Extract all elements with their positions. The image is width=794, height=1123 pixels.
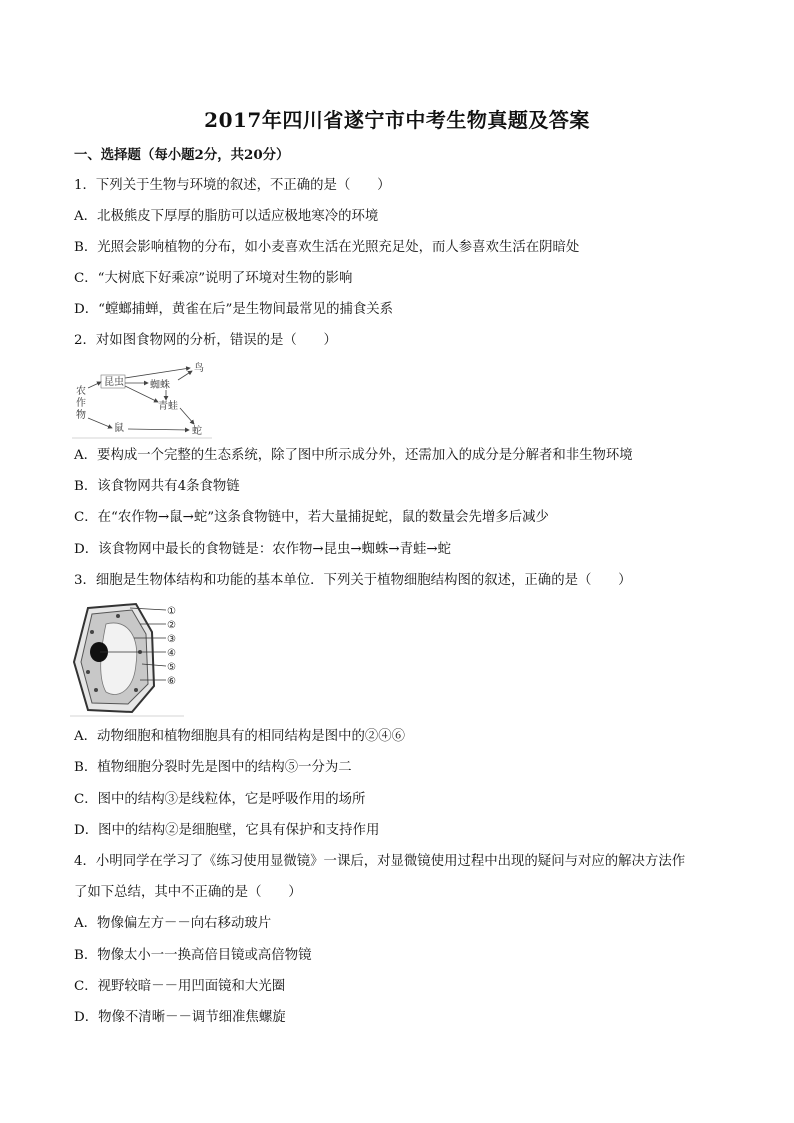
svg-text:物: 物 [76, 410, 86, 421]
producer-label: 农 [76, 386, 86, 397]
question-3-option-d: D．图中的结构②是细胞壁，它具有保护和支持作用 [74, 823, 380, 838]
question-4-stem-line-2: 了如下总结，其中不正确的是（ ） [74, 885, 302, 900]
svg-text:作: 作 [76, 398, 86, 409]
node-spider: 蜘蛛 [150, 380, 170, 391]
question-2-option-d: D．该食物网中最长的食物链是：农作物→昆虫→蜘蛛→青蛙→蛇 [74, 542, 451, 557]
page-title: 2017年四川省遂宁市中考生物真题及答案 [204, 108, 590, 132]
question-3-option-b: B．植物细胞分裂时先是图中的结构⑤一分为二 [74, 760, 352, 775]
question-4-option-a: A．物像偏左方－－向右移动玻片 [74, 916, 272, 931]
cell-label-5: ⑤ [167, 662, 176, 673]
cell-label-3: ③ [167, 634, 176, 645]
question-2-stem: 2．对如图食物网的分析，错误的是（ ） [74, 333, 337, 348]
node-mouse: 鼠 [114, 423, 124, 434]
question-4-stem-line-1: 4．小明同学在学习了《练习使用显微镜》一课后，对显微镜使用过程中出现的疑问与对应的解决方法作 [74, 854, 686, 869]
question-1-option-c: C．“大树底下好乘凉”说明了环境对生物的影响 [74, 271, 353, 286]
cell-label-4: ④ [167, 648, 176, 659]
question-4-option-c: C．视野较暗－－用凹面镜和大光圈 [74, 979, 286, 994]
question-2-option-b: B．该食物网共有4条食物链 [74, 479, 240, 494]
question-4-option-d: D．物像不清晰－－调节细准焦螺旋 [74, 1010, 286, 1025]
cell-label-6: ⑥ [167, 676, 176, 687]
node-frog: 青蛙 [158, 401, 178, 412]
node-bird: 鸟 [194, 363, 204, 374]
cell-label-1: ① [167, 606, 176, 617]
plant-cell-diagram [70, 602, 184, 718]
question-3-stem: 3．细胞是生物体结构和功能的基本单位．下列关于植物细胞结构图的叙述，正确的是（ ） [74, 573, 632, 588]
question-1-option-b: B．光照会影响植物的分布，如小麦喜欢生活在光照充足处，而人参喜欢生活在阴暗处 [74, 240, 580, 255]
question-3-option-c: C．图中的结构③是线粒体，它是呼吸作用的场所 [74, 792, 366, 807]
section-heading-choice: 一、选择题（每小题2分，共20分） [74, 147, 290, 163]
cell-label-2: ② [167, 620, 176, 631]
question-1-option-d: D．“螳螂捕蝉，黄雀在后”是生物间最常见的捕食关系 [74, 302, 394, 317]
food-web-diagram [72, 358, 212, 440]
node-insect: 昆虫 [104, 377, 124, 388]
question-1-stem: 1．下列关于生物与环境的叙述，不正确的是（ ） [74, 178, 391, 193]
question-2-option-c: C．在“农作物→鼠→蛇”这条食物链中，若大量捕捉蛇，鼠的数量会先增多后减少 [74, 510, 549, 525]
question-4-option-b: B．物像太小一一换高倍目镜或高倍物镜 [74, 948, 312, 963]
node-snake: 蛇 [192, 426, 202, 437]
question-1-option-a: A．北极熊皮下厚厚的脂肪可以适应极地寒冷的环境 [74, 209, 379, 224]
question-2-option-a: A．要构成一个完整的生态系统，除了图中所示成分外，还需加入的成分是分解者和非生物环境 [74, 448, 633, 463]
question-3-option-a: A．动物细胞和植物细胞具有的相同结构是图中的②④⑥ [74, 729, 406, 744]
